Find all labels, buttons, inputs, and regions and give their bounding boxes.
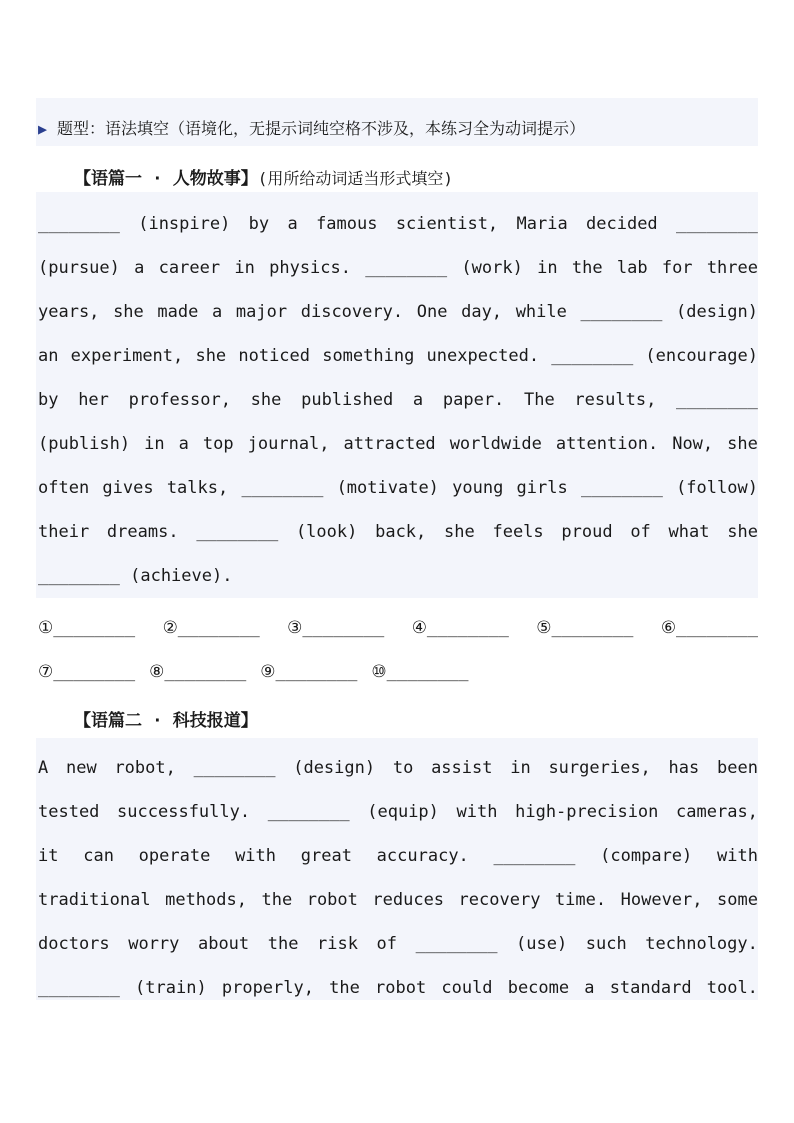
word: attracted — [343, 434, 436, 454]
word: about — [197, 934, 250, 954]
passage1-line — [38, 422, 758, 466]
word: new — [65, 758, 97, 778]
passage1-line — [38, 554, 758, 598]
blank-word: ________ — [365, 258, 448, 278]
blank-word: ________ — [676, 390, 758, 410]
answer-blank[interactable]: ③________ — [287, 618, 385, 638]
word: the — [329, 978, 360, 998]
blank-word: ________ — [580, 302, 663, 322]
word: girls — [516, 478, 568, 498]
word: A — [38, 758, 49, 778]
word: she — [444, 522, 475, 542]
word: a — [584, 978, 595, 998]
answer-blank[interactable]: ⑩________ — [371, 662, 469, 682]
word: made — [157, 302, 199, 322]
word: surgeries, — [548, 758, 651, 778]
word: robot, — [114, 758, 176, 778]
word: results, — [574, 390, 657, 410]
word: (look) — [295, 522, 358, 542]
word: time. — [554, 890, 607, 910]
passage1-line — [38, 202, 758, 246]
word: successfully. — [117, 802, 251, 822]
word: The — [524, 390, 555, 410]
word: young — [452, 478, 504, 498]
word: their — [38, 522, 90, 542]
passage1-line — [38, 334, 758, 378]
word: become — [507, 978, 570, 998]
word: professor, — [128, 390, 231, 410]
word: (publish) — [38, 434, 131, 454]
play-triangle-icon: ▶ — [38, 120, 48, 138]
word: decided — [586, 214, 658, 234]
word: lab — [616, 258, 648, 278]
blank-word: ________ — [241, 478, 324, 498]
word: (equip) — [367, 802, 439, 822]
word: the — [267, 934, 299, 954]
word: scientist, — [395, 214, 499, 234]
answer-blank[interactable]: ④________ — [411, 618, 509, 638]
word: gives — [102, 478, 154, 498]
word: in — [537, 258, 558, 278]
word: an — [38, 346, 59, 366]
blank-word: ________ — [38, 978, 120, 998]
word: she — [195, 346, 227, 366]
word: dreams. — [106, 522, 179, 542]
word: for — [661, 258, 693, 278]
passage2-line — [38, 922, 758, 966]
word: Maria — [516, 214, 568, 234]
word: she — [113, 302, 144, 322]
word: traditional — [38, 890, 151, 910]
blank-word: ________ — [415, 934, 498, 954]
word: reduces — [372, 890, 445, 910]
passage2-title — [74, 708, 258, 734]
word: risk — [317, 934, 358, 954]
blank-word: ________ — [193, 758, 276, 778]
word: discovery. — [300, 302, 404, 322]
word: attention. — [555, 434, 659, 454]
word: robot — [306, 890, 358, 910]
passage2-title-text: 【语篇二 · 科技报道】 — [74, 711, 258, 731]
word: (work) — [461, 258, 523, 278]
word: tool. — [706, 978, 758, 998]
word: in — [510, 758, 531, 778]
answer-blank[interactable]: ⑦________ — [38, 662, 136, 682]
answer-row-2 — [38, 650, 758, 694]
word: worldwide — [449, 434, 542, 454]
word: three — [706, 258, 758, 278]
passage2-line — [38, 878, 758, 922]
word: experiment, — [70, 346, 184, 366]
word: (train) — [135, 978, 207, 998]
passage1-title — [74, 166, 453, 192]
passage1-title-text: 【语篇一 · 人物故事】 — [74, 169, 258, 189]
word: she — [250, 390, 282, 410]
answer-blank[interactable]: ①________ — [38, 618, 136, 638]
word: standard — [609, 978, 692, 998]
question-type-heading — [38, 114, 758, 144]
word: noticed — [238, 346, 311, 366]
word: major — [235, 302, 288, 322]
word: a — [212, 302, 223, 322]
word: accuracy. — [376, 846, 469, 866]
word: can — [83, 846, 114, 866]
word: it — [38, 846, 59, 866]
word: some — [717, 890, 758, 910]
blank-word: ________ — [580, 478, 663, 498]
word: her — [78, 390, 109, 410]
word: what — [668, 522, 710, 542]
heading-text: 题型：语法填空（语境化，无提示词纯空格不涉及，本练习全为动词提示） — [57, 119, 586, 138]
word: she — [727, 522, 758, 542]
word: by — [248, 214, 270, 234]
word: proud — [561, 522, 613, 542]
word: operate — [138, 846, 211, 866]
word: assist — [431, 758, 493, 778]
word: has — [668, 758, 700, 778]
passage1-line — [38, 510, 758, 554]
passage2-line — [38, 746, 758, 790]
word: (compare) — [600, 846, 693, 866]
word: (follow) — [676, 478, 758, 498]
word: worry — [128, 934, 180, 954]
word: unexpected. — [426, 346, 540, 366]
word: Now, — [672, 434, 714, 454]
word: could — [441, 978, 493, 998]
blank-word: ________ — [551, 346, 634, 366]
word: while — [515, 302, 567, 322]
answer-blank[interactable]: ⑨________ — [260, 662, 358, 682]
word: properly, — [221, 978, 314, 998]
word: a — [134, 258, 145, 278]
word: something — [322, 346, 415, 366]
word: One — [416, 302, 448, 322]
passage2-line — [38, 834, 758, 878]
word: talks, — [166, 478, 229, 498]
answer-blank[interactable]: ②________ — [162, 618, 260, 638]
blank-word: ________ — [676, 214, 758, 234]
passage1-line — [38, 246, 758, 290]
word: cameras, — [676, 802, 758, 822]
passage1-line — [38, 378, 758, 422]
word: famous — [316, 214, 378, 234]
word: However, — [620, 890, 703, 910]
blank-word: ________ — [38, 214, 120, 234]
passage1-line — [38, 290, 758, 334]
word: high-precision — [515, 802, 659, 822]
word: such — [585, 934, 627, 954]
word: years, — [38, 302, 100, 322]
word: (pursue) — [38, 258, 120, 278]
word: with — [235, 846, 277, 866]
word: with — [717, 846, 758, 866]
word: been — [716, 758, 758, 778]
word: of — [376, 934, 397, 954]
word: a — [412, 390, 424, 410]
answer-blank[interactable]: ⑧________ — [149, 662, 247, 682]
word: (encourage) — [645, 346, 758, 366]
word: journal, — [247, 434, 330, 454]
word: with — [456, 802, 498, 822]
answer-blank[interactable]: ⑥________ — [660, 618, 758, 638]
word: often — [38, 478, 90, 498]
word: the — [261, 890, 293, 910]
word: methods, — [165, 890, 247, 910]
word: (motivate) — [336, 478, 439, 498]
blank-word: ________ — [493, 846, 576, 866]
word: recovery — [458, 890, 541, 910]
word: in — [144, 434, 165, 454]
passage2-line — [38, 790, 758, 834]
word: (inspire) — [138, 214, 231, 234]
blank-word: ________ (achieve). — [38, 566, 233, 586]
word: a — [287, 214, 298, 234]
word: top — [202, 434, 234, 454]
word: by — [38, 390, 59, 410]
word: a — [178, 434, 189, 454]
word: she — [727, 434, 758, 454]
passage2-line — [38, 966, 758, 1010]
word: the — [571, 258, 603, 278]
word: technology. — [645, 934, 758, 954]
blank-word: ________ — [196, 522, 279, 542]
answer-row-1 — [38, 606, 758, 650]
word: day, — [461, 302, 503, 322]
word: paper. — [442, 390, 505, 410]
word: published — [301, 390, 394, 410]
word: career — [158, 258, 221, 278]
word: robot — [375, 978, 427, 998]
word: great — [300, 846, 352, 866]
word: (design) — [293, 758, 376, 778]
passage1-line — [38, 466, 758, 510]
blank-word: ________ — [267, 802, 350, 822]
word: tested — [38, 802, 100, 822]
word: (design) — [676, 302, 758, 322]
word: to — [392, 758, 414, 778]
passage1-instruction: (用所给动词适当形式填空) — [257, 169, 453, 188]
word: physics. — [269, 258, 351, 278]
word: (use) — [516, 934, 568, 954]
answer-blank[interactable]: ⑤________ — [536, 618, 634, 638]
word: feels — [492, 522, 544, 542]
word: in — [234, 258, 255, 278]
word: back, — [375, 522, 427, 542]
word: of — [630, 522, 651, 542]
word: doctors — [38, 934, 110, 954]
